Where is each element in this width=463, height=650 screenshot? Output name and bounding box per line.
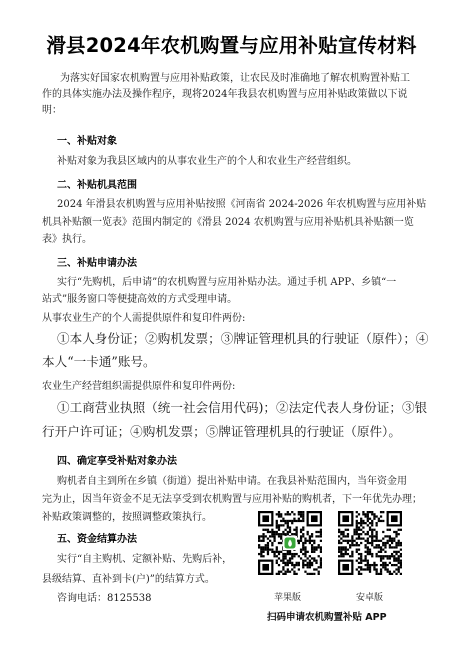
apple-qr-code[interactable] (258, 511, 322, 575)
section-3-line-2: 站式”服务窗口等便捷高效的方式受理申请。 (42, 294, 238, 305)
section-2-line-1: 2024 年滑县农机购置与应用补贴按照《河南省 2024-2026 年农机购置与应用补贴 (57, 199, 427, 210)
org-docs-intro: 农业生产经营组织需提供原件和复印件两份: (42, 381, 236, 392)
section-1-heading: 一、补贴对象 (57, 136, 117, 147)
apple-version-label: 苹果版 (274, 593, 302, 603)
document-title: 滑县2024年农机购置与应用补贴宣传材料 (46, 34, 417, 57)
section-3-heading: 三、补贴申请办法 (57, 258, 137, 269)
section-2-line-2: 机具补贴额一览表》范围内制定的《滑县 2024 农机购置与应用补贴机具补贴额一览 (42, 217, 414, 228)
android-version-label: 安卓版 (356, 593, 384, 603)
intro-line-2: 作的具体实施办法及操作程序，现将2024年我县农机购置与应用补贴政策做以下说 (42, 89, 408, 100)
personal-docs-line-2: 本人“一卡通”账号。 (42, 354, 156, 369)
section-3-line-1: 实行“先购机，后申请”的农机购置与应用补贴办法。通过手机 APP、乡镇“一 (57, 277, 397, 288)
personal-docs-line-1: ①本人身份证；②购机发票；③牌证管理机具的行驶证（原件）；④ (57, 331, 429, 346)
section-3-line-3: 从事农业生产的个人需提供原件和复印件两份: (42, 313, 246, 324)
org-docs-line-1: ①工商营业执照（统一社会信用代码)；②法定代表人身份证；③银 (57, 400, 428, 415)
org-docs-line-2: 行开户许可证；④购机发票；⑤牌证管理机具的行驶证（原件）。 (42, 424, 401, 439)
section-4-line-3: 补贴政策调整的，按照调整政策执行。 (42, 512, 212, 523)
section-5-line-1: 实行“自主购机、定额补贴、先购后补， (57, 554, 233, 565)
android-qr-code[interactable] (338, 511, 402, 575)
section-1-text: 补贴对象为我县区域内的从事农业生产的个人和农业生产经营组织。 (57, 156, 357, 167)
intro-line-1: 为落实好国家农机购置与应用补贴政策，让农民及时准确地了解农机购置补贴工 (60, 73, 410, 84)
section-2-line-3: 表》执行。 (42, 234, 92, 245)
section-4-heading: 四、确定享受补贴对象办法 (57, 456, 177, 467)
contact-phone: 咨询电话：8125538 (57, 593, 152, 604)
section-4-line-1: 购机者自主到所在乡镇（街道）提出补贴申请。在我县补贴范围内，当年资金用 (57, 476, 407, 487)
scan-app-label: 扫码申请农机购置补贴 APP (267, 612, 387, 623)
intro-line-3: 明： (42, 105, 62, 116)
section-5-heading: 五、资金结算办法 (57, 534, 137, 545)
section-2-heading: 二、补贴机具范围 (57, 180, 137, 191)
section-4-line-2: 完为止，因当年资金不足无法享受到农机购置与应用补贴的购机者，下一年优先办理； (42, 494, 422, 505)
section-5-line-2: 县级结算、直补到卡(户)”的结算方式。 (42, 574, 215, 585)
